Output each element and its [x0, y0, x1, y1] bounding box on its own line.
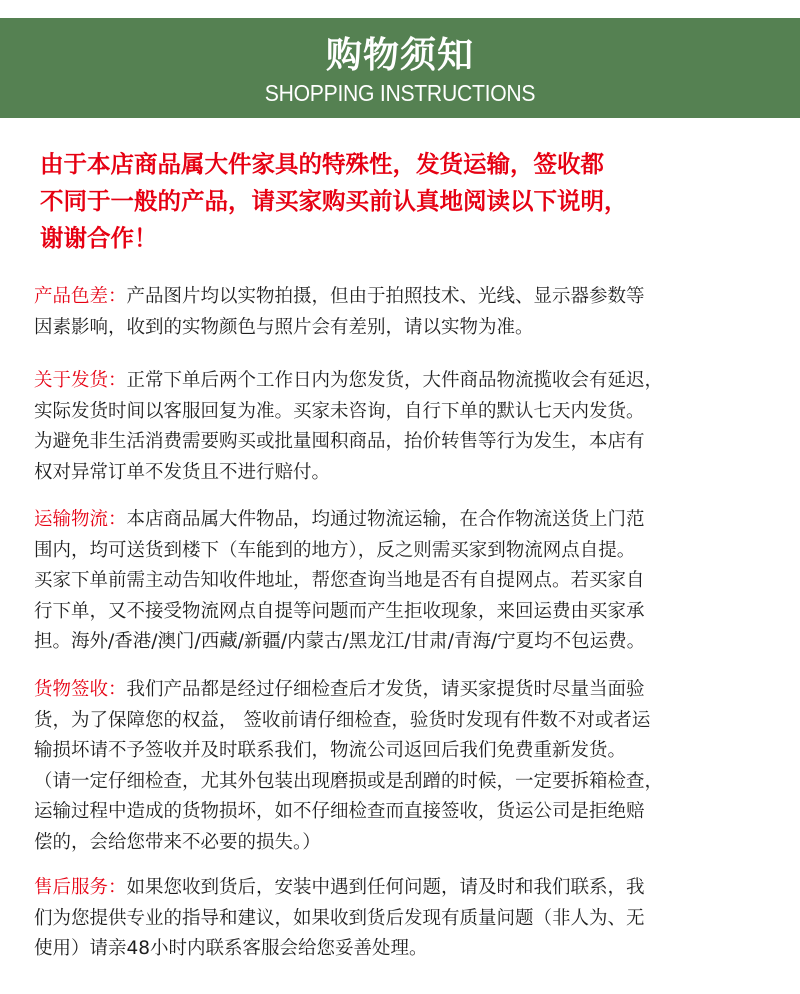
section-text: 我们产品都是经过仔细检查后才发货，请买家提货时尽量当面验	[126, 679, 645, 700]
section-text: 偿的，会给您带来不必要的损失。）	[34, 831, 321, 853]
page-subtitle: SHOPPING INSTRUCTIONS	[264, 80, 536, 106]
section-text: 围内，均可送货到楼下（车能到的地方），反之则需买家到物流网点自提。	[34, 539, 636, 561]
section-text: 如果您收到货后，安装中遇到任何问题，请及时和我们联系，我	[126, 877, 645, 898]
section-logistics	[34, 505, 784, 658]
header-banner	[0, 18, 800, 118]
section-text: 为避免非生活消费需要购买或批量囤积商品，抬价转售等行为发生，本店有	[34, 431, 645, 452]
page-title: 购物须知	[325, 35, 474, 76]
section-text: 正常下单后两个工作日内为您发货，大件商品物流揽收会有延迟，	[126, 370, 664, 391]
section-text: 使用）请亲48小时内联系客服会给您妥善处理。	[34, 938, 428, 959]
section-text: 输损坏请不予签收并及时联系我们，物流公司返回后我们免费重新发货。	[34, 740, 627, 761]
section-text: 担。海外/香港/澳门/西藏/新疆/内蒙古/黑龙江/甘肃/青海/宁夏均不包运费。	[34, 631, 646, 652]
intro-line: 不同于一般的产品，请买家购买前认真地阅读以下说明，	[40, 187, 628, 215]
section-shipping	[34, 366, 784, 488]
section-goods-receipt	[34, 675, 784, 858]
intro-notice	[40, 146, 780, 257]
section-text: 买家下单前需主动告知收件地址，帮您查询当地是否有自提网点。若买家自	[34, 570, 645, 591]
section-label: 产品色差：	[34, 286, 127, 307]
section-text: 行下单，又不接受物流网点自提等问题而产生拒收现象，来回运费由买家承	[34, 600, 645, 622]
section-after-sales	[34, 873, 784, 965]
intro-line: 谢谢合作！	[40, 224, 158, 252]
section-text: 们为您提供专业的指导和建议，如果收到货后发现有质量问题（非人为、无	[34, 907, 645, 929]
section-text: 权对异常订单不发货且不进行赔付。	[34, 461, 331, 483]
section-label: 关于发货：	[34, 370, 127, 391]
section-text: 本店商品属大件物品，均通过物流运输，在合作物流送货上门范	[126, 509, 645, 530]
section-label: 售后服务：	[34, 877, 127, 898]
section-text: 运输过程中造成的货物损坏，如不仔细检查而直接签收，货运公司是拒绝赔	[34, 801, 645, 822]
section-label: 运输物流：	[34, 509, 127, 530]
section-text: 实际发货时间以客服回复为准。买家未咨询，自行下单的默认七天内发货。	[34, 400, 645, 422]
section-text: 货，为了保障您的权益， 签收前请仔细检查，验货时发现有件数不对或者运	[34, 709, 651, 731]
section-text: 产品图片均以实物拍摄，但由于拍照技术、光线、显示器参数等	[126, 286, 645, 307]
section-text: （请一定仔细检查，尤其外包装出现磨损或是刮蹭的时候，一定要拆箱检查，	[34, 770, 664, 792]
section-color-difference	[34, 282, 784, 343]
intro-line: 由于本店商品属大件家具的特殊性，发货运输，签收都	[40, 150, 604, 178]
section-text: 因素影响，收到的实物颜色与照片会有差别，请以实物为准。	[34, 316, 534, 338]
section-label: 货物签收：	[34, 679, 127, 700]
